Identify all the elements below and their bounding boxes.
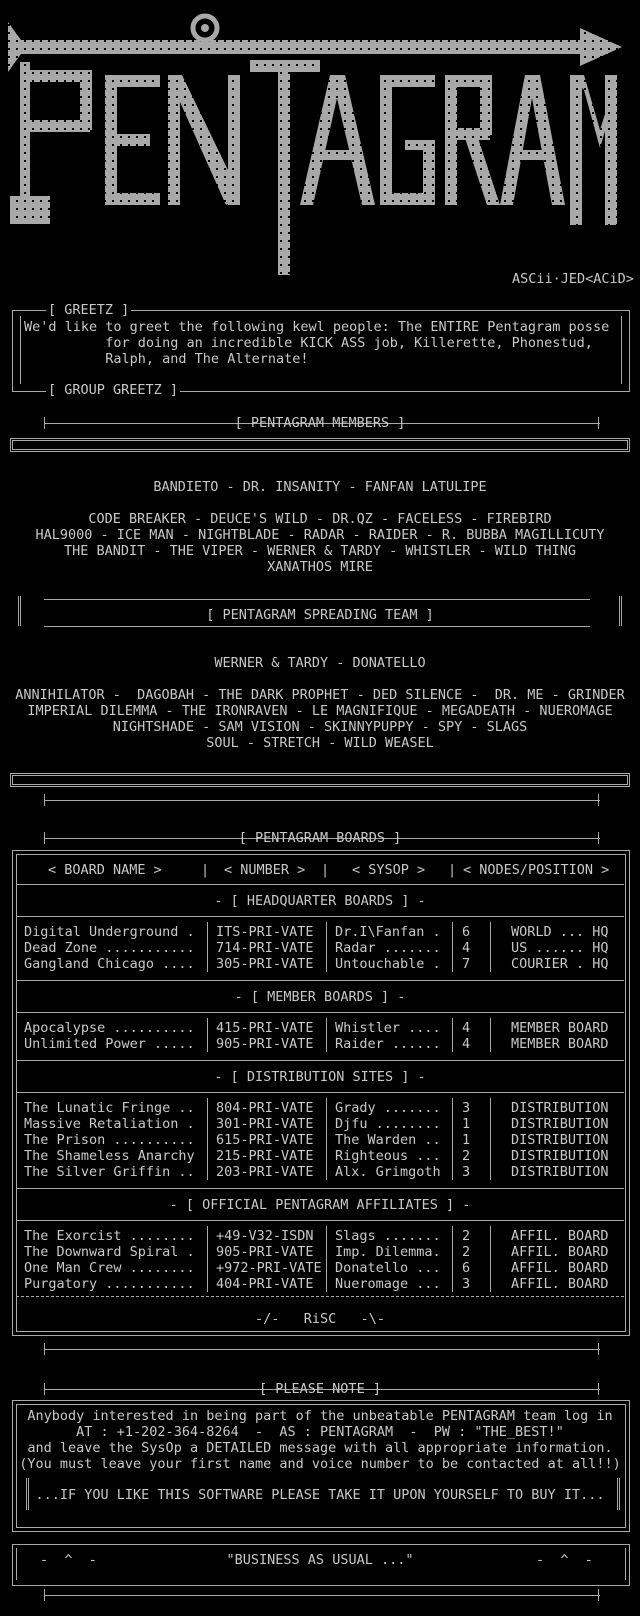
- board-nodes: 1: [462, 1116, 471, 1132]
- column-separator: [326, 1226, 327, 1292]
- col-header-nodes-position: < NODES/POSITION >: [463, 862, 610, 878]
- col-header-number: < NUMBER >: [224, 862, 306, 878]
- note-line: Anybody interested in being part of the unbeatable PENTAGRAM team log in: [27, 1408, 613, 1424]
- board-number: ITS-PRI-VATE: [216, 924, 314, 940]
- risc-signature: -/- RiSC -\-: [254, 1311, 386, 1327]
- greetz-line: for doing an incredible KICK ASS job, Killerette, Phonestud,: [24, 335, 593, 351]
- board-sysop: Raider ......: [335, 1036, 441, 1052]
- col-header-board-name: < BOARD NAME >: [48, 862, 162, 878]
- board-number: 203-PRI-VATE: [216, 1164, 314, 1180]
- board-sysop: Whistler ....: [335, 1020, 441, 1036]
- section-divider: [16, 916, 624, 917]
- board-name: The Lunatic Fringe ..: [24, 1100, 195, 1116]
- board-name: Apocalypse ..........: [24, 1020, 195, 1036]
- board-name: Digital Underground .: [24, 924, 195, 940]
- board-number: 305-PRI-VATE: [216, 956, 314, 972]
- column-separator: [207, 922, 208, 972]
- column-separator: [452, 1226, 453, 1292]
- board-sysop: Righteous ...: [335, 1148, 441, 1164]
- column-separator: [490, 1226, 491, 1292]
- board-nodes: 4: [462, 1020, 471, 1036]
- board-position: DISTRIBUTION: [511, 1148, 609, 1164]
- members-line: THE BANDIT - THE VIPER - WERNER & TARDY - WHISTLER - WILD THING: [63, 543, 577, 559]
- board-name: The Exorcist ........: [24, 1228, 195, 1244]
- group-greetz-label: [ GROUP GREETZ ]: [48, 382, 179, 398]
- board-nodes: 1: [462, 1132, 471, 1148]
- board-nodes: 7: [462, 956, 471, 972]
- members-line: CODE BREAKER - DEUCE'S WILD - DR.QZ - FACELESS - FIREBIRD: [88, 511, 552, 527]
- greetz-line: We'd like to greet the following kewl people: The ENTIRE Pentagram posse: [24, 319, 610, 335]
- greetz-label: [ GREETZ ]: [48, 302, 130, 318]
- board-number: 215-PRI-VATE: [216, 1148, 314, 1164]
- section-divider: [16, 1220, 624, 1221]
- board-sysop: Slags .......: [335, 1228, 441, 1244]
- board-position: WORLD ... HQ: [511, 924, 609, 940]
- column-separator: [207, 1098, 208, 1180]
- section-divider: [16, 1092, 624, 1093]
- members-title: [ PENTAGRAM MEMBERS ]: [234, 415, 406, 431]
- column-separator: [452, 1098, 453, 1180]
- board-number: 714-PRI-VATE: [216, 940, 314, 956]
- column-separator: [452, 1018, 453, 1052]
- board-position: DISTRIBUTION: [511, 1132, 609, 1148]
- boards-title: [ PENTAGRAM BOARDS ]: [238, 830, 402, 846]
- column-separator: [326, 1018, 327, 1052]
- board-name: Dead Zone ...........: [24, 940, 195, 956]
- column-separator: [452, 922, 453, 972]
- board-position: AFFIL. BOARD: [511, 1260, 609, 1276]
- board-section-title: - [ OFFICIAL PENTAGRAM AFFILIATES ] -: [169, 1197, 471, 1213]
- board-number: 301-PRI-VATE: [216, 1116, 314, 1132]
- board-name: Gangland Chicago ....: [24, 956, 195, 972]
- table-end-divider: [16, 1296, 624, 1297]
- board-name: Massive Retaliation .: [24, 1116, 195, 1132]
- board-sysop: Donatello ...: [335, 1260, 441, 1276]
- board-sysop: Dr.I\Fanfan .: [335, 924, 441, 940]
- board-position: MEMBER BOARD: [511, 1036, 609, 1052]
- board-number: 415-PRI-VATE: [216, 1020, 314, 1036]
- section-divider: [16, 1012, 624, 1013]
- board-name: The Downward Spiral .: [24, 1244, 195, 1260]
- spreading-line: SOUL - STRETCH - WILD WEASEL: [206, 735, 434, 751]
- board-position: AFFIL. BOARD: [511, 1244, 609, 1260]
- board-nodes: 3: [462, 1164, 471, 1180]
- board-number: +49-V32-ISDN: [216, 1228, 314, 1244]
- board-position: MEMBER BOARD: [511, 1020, 609, 1036]
- column-separator: [490, 1018, 491, 1052]
- section-divider: [16, 980, 624, 981]
- board-position: AFFIL. BOARD: [511, 1276, 609, 1292]
- board-name: Purgatory ...........: [24, 1276, 195, 1292]
- members-line: HAL9000 - ICE MAN - NIGHTBLADE - RADAR - RAIDER - R. BUBBA MAGILLICUTY: [35, 527, 605, 543]
- board-nodes: 3: [462, 1276, 471, 1292]
- board-sysop: Nueromage ...: [335, 1276, 441, 1292]
- section-divider: [16, 1188, 624, 1189]
- board-nodes: 2: [462, 1228, 471, 1244]
- board-position: DISTRIBUTION: [511, 1164, 609, 1180]
- board-sysop: Alx. Grimgoth: [335, 1164, 441, 1180]
- column-separator: [207, 1018, 208, 1052]
- board-position: AFFIL. BOARD: [511, 1228, 609, 1244]
- col-header-sysop: < SYSOP >: [352, 862, 426, 878]
- note-line: AT : +1-202-364-8264 - AS : PENTAGRAM - PW : "THE_BEST!": [76, 1424, 564, 1440]
- board-nodes: 2: [462, 1244, 471, 1260]
- column-separator: [326, 1098, 327, 1180]
- column-separator: [326, 922, 327, 972]
- spreading-line: NIGHTSHADE - SAM VISION - SKINNYPUPPY - SPY - SLAGS: [112, 719, 528, 735]
- board-number: 804-PRI-VATE: [216, 1100, 314, 1116]
- board-sysop: Radar .......: [335, 940, 441, 956]
- board-name: The Prison ..........: [24, 1132, 195, 1148]
- board-section-title: - [ MEMBER BOARDS ] -: [234, 989, 406, 1005]
- note-line: and leave the SysOp a DETAILED message with all appropriate information.: [27, 1440, 613, 1456]
- ascii-credit: ASCii·JED<ACiD>: [512, 271, 634, 287]
- buy-message: ...IF YOU LIKE THIS SOFTWARE PLEASE TAKE IT UPON YOURSELF TO BUY IT...: [35, 1487, 605, 1503]
- board-number: 615-PRI-VATE: [216, 1132, 314, 1148]
- board-nodes: 6: [462, 1260, 471, 1276]
- board-position: COURIER . HQ: [511, 956, 609, 972]
- board-sysop: Djfu ........: [335, 1116, 441, 1132]
- motto-deco-left: - ^ -: [40, 1552, 97, 1568]
- board-nodes: 4: [462, 940, 471, 956]
- section-divider: [16, 884, 624, 885]
- column-separator: [490, 1098, 491, 1180]
- greetz-line: Ralph, and The Alternate!: [24, 351, 309, 367]
- spreading-team-title: [ PENTAGRAM SPREADING TEAM ]: [206, 607, 434, 623]
- board-number: +972-PRI-VATE: [216, 1260, 322, 1276]
- column-separator: [490, 922, 491, 972]
- board-sysop: Grady .......: [335, 1100, 441, 1116]
- board-number: 905-PRI-VATE: [216, 1244, 314, 1260]
- board-name: The Shameless Anarchy: [24, 1148, 195, 1164]
- board-nodes: 3: [462, 1100, 471, 1116]
- note-line: (You must leave your first name and voice number to be contacted at all!!): [19, 1456, 621, 1472]
- column-separator: [207, 1226, 208, 1292]
- spreading-line: ANNIHILATOR - DAGOBAH - THE DARK PROPHET - DED SILENCE - DR. ME - GRINDER: [15, 687, 625, 703]
- board-position: DISTRIBUTION: [511, 1116, 609, 1132]
- motto-deco-right: - ^ -: [536, 1552, 593, 1568]
- board-sysop: The Warden ..: [335, 1132, 441, 1148]
- board-name: Unlimited Power .....: [24, 1036, 195, 1052]
- board-section-title: - [ DISTRIBUTION SITES ] -: [214, 1069, 426, 1085]
- members-leaders: BANDIETO - DR. INSANITY - FANFAN LATULIPE: [153, 479, 487, 495]
- section-divider: [16, 1060, 624, 1061]
- board-nodes: 4: [462, 1036, 471, 1052]
- motto-text: "BUSINESS AS USUAL ...": [226, 1552, 414, 1568]
- board-section-title: - [ HEADQUARTER BOARDS ] -: [214, 893, 426, 909]
- board-number: 905-PRI-VATE: [216, 1036, 314, 1052]
- board-position: DISTRIBUTION: [511, 1100, 609, 1116]
- board-name: The Silver Griffin ..: [24, 1164, 195, 1180]
- board-nodes: 6: [462, 924, 471, 940]
- board-nodes: 2: [462, 1148, 471, 1164]
- spreading-line: IMPERIAL DILEMMA - THE IRONRAVEN - LE MAGNIFIQUE - MEGADEATH - NUEROMAGE: [27, 703, 613, 719]
- board-name: One Man Crew ........: [24, 1260, 195, 1276]
- pentagram-logo: [0, 0, 640, 290]
- members-line: XANATHOS MIRE: [267, 559, 373, 575]
- board-position: US ...... HQ: [511, 940, 609, 956]
- note-title: [ PLEASE NOTE ]: [259, 1381, 381, 1397]
- spreading-leaders: WERNER & TARDY - DONATELLO: [214, 655, 426, 671]
- board-sysop: Untouchable .: [335, 956, 441, 972]
- board-sysop: Imp. Dilemma.: [335, 1244, 441, 1260]
- board-number: 404-PRI-VATE: [216, 1276, 314, 1292]
